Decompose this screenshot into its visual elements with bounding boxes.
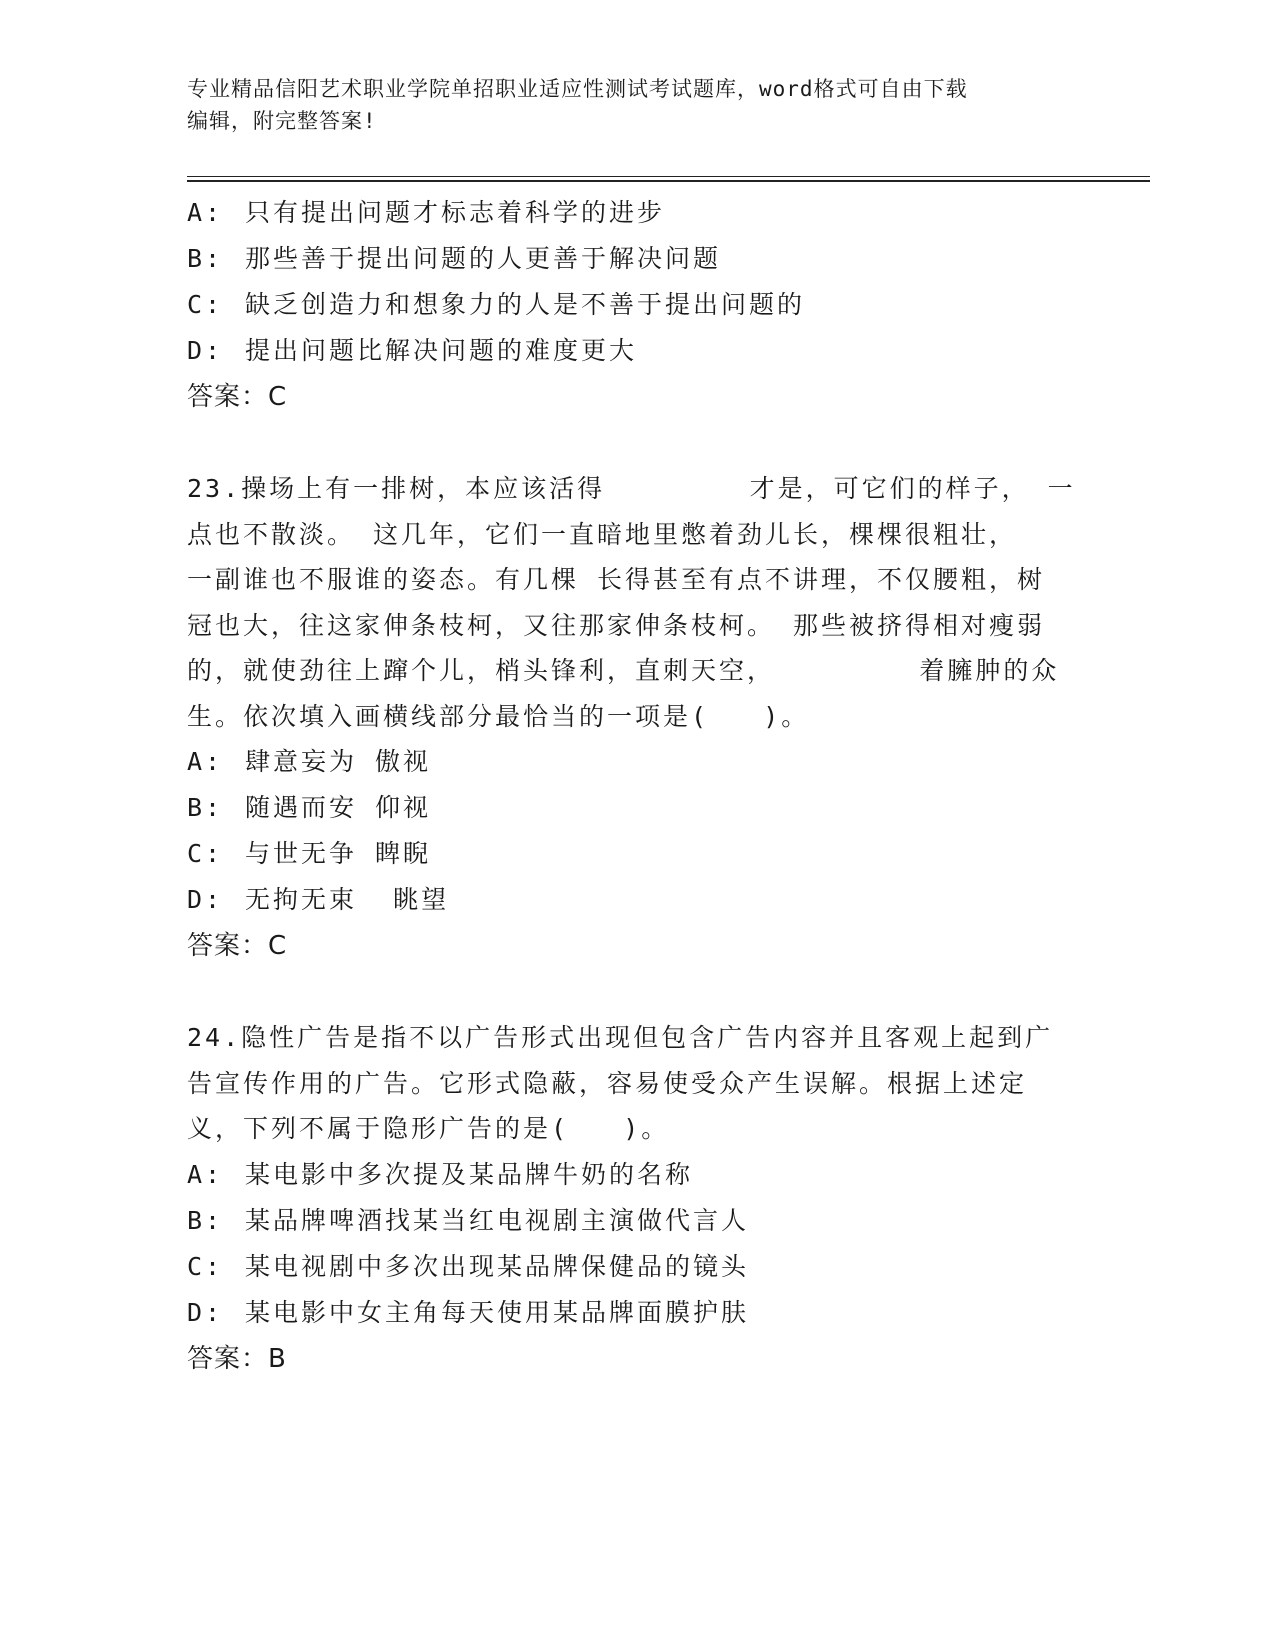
option-text: 提出问题比解决问题的难度更大 xyxy=(245,336,638,365)
option-text: 某电影中女主角每天使用某品牌面膜护肤 xyxy=(245,1297,750,1327)
option-text: 那些善于提出问题的人更善于解决问题 xyxy=(245,244,722,273)
option-b xyxy=(187,785,1067,831)
stem-line: 的，就使劲往上蹿个儿，梢头锋利，直刺天空， 着臃肿的众 xyxy=(187,656,1060,685)
header-rule-thin xyxy=(187,176,1150,177)
question-24 xyxy=(187,1015,1067,1382)
stem-line: 23.操场上有一排树，本应该活得 才是，可它们的样子， 一 xyxy=(187,474,1076,503)
answer-line: 答案：C xyxy=(187,382,288,412)
answer-line: 答案：B xyxy=(187,1343,287,1374)
answer-line: 答案：C xyxy=(187,931,288,961)
option-text: 某电视剧中多次出现某品牌保健品的镜头 xyxy=(245,1251,750,1281)
option-letter: C: xyxy=(187,290,224,319)
question-stem xyxy=(187,466,1076,739)
option-text: 某品牌啤酒找某当红电视剧主演做代言人 xyxy=(245,1205,750,1235)
option-text: 无拘无束 眺望 xyxy=(245,885,450,914)
option-a xyxy=(187,190,1067,236)
option-letter: B: xyxy=(187,244,224,273)
option-text: 随遇而安 仰视 xyxy=(245,793,432,822)
question-stem xyxy=(187,1015,1067,1152)
question-22 xyxy=(187,190,1067,420)
question-23 xyxy=(187,466,1076,969)
option-letter: D: xyxy=(187,885,224,914)
document-header xyxy=(187,73,1067,137)
option-letter: C: xyxy=(187,1251,224,1281)
option-c xyxy=(187,1244,1067,1290)
option-letter: A: xyxy=(187,747,224,776)
option-letter: A: xyxy=(187,198,224,227)
option-letter: B: xyxy=(187,1205,224,1235)
option-letter: D: xyxy=(187,336,224,365)
stem-line: 冠也大，往这家伸条枝柯，又往那家伸条枝柯。 那些被挤得相对瘦弱 xyxy=(187,610,1046,640)
option-a xyxy=(187,1152,1067,1198)
option-b xyxy=(187,236,1067,282)
option-text: 只有提出问题才标志着科学的进步 xyxy=(245,198,666,227)
option-letter: A: xyxy=(187,1159,224,1189)
option-text: 肆意妄为 傲视 xyxy=(245,747,432,776)
header-rule-thick xyxy=(187,180,1150,182)
stem-line: 点也不散淡。 这几年，它们一直暗地里憋着劲儿长，棵棵很粗壮， xyxy=(187,519,1018,549)
question-content xyxy=(187,190,1076,1382)
option-a xyxy=(187,739,1067,785)
stem-line: 24.隐性广告是指不以广告形式出现但包含广告内容并且客观上起到广 xyxy=(187,1023,1054,1052)
stem-line: 生。依次填入画横线部分最恰当的一项是( )。 xyxy=(187,701,810,731)
stem-line: 告宣传作用的广告。它形式隐蔽，容易使受众产生误解。根据上述定 xyxy=(187,1068,1028,1098)
option-letter: D: xyxy=(187,1297,224,1327)
stem-line: 一副谁也不服谁的姿态。有几棵 长得甚至有点不讲理，不仅腰粗，树 xyxy=(187,565,1046,594)
option-b xyxy=(187,1198,1067,1244)
option-d xyxy=(187,1290,1067,1336)
option-text: 与世无争 睥睨 xyxy=(245,839,432,868)
option-letter: B: xyxy=(187,793,224,822)
option-c xyxy=(187,282,1067,328)
option-c xyxy=(187,831,1067,877)
option-letter: C: xyxy=(187,839,224,868)
stem-line: 义，下列不属于隐形广告的是( )。 xyxy=(187,1114,670,1143)
option-text: 某电影中多次提及某品牌牛奶的名称 xyxy=(245,1159,694,1189)
header-line-2: 编辑，附完整答案! xyxy=(187,109,377,133)
option-text: 缺乏创造力和想象力的人是不善于提出问题的 xyxy=(245,290,806,319)
option-d xyxy=(187,328,1067,374)
option-d xyxy=(187,877,1067,923)
header-line-1: 专业精品信阳艺术职业学院单招职业适应性测试考试题库，word格式可自由下载 xyxy=(187,77,968,101)
